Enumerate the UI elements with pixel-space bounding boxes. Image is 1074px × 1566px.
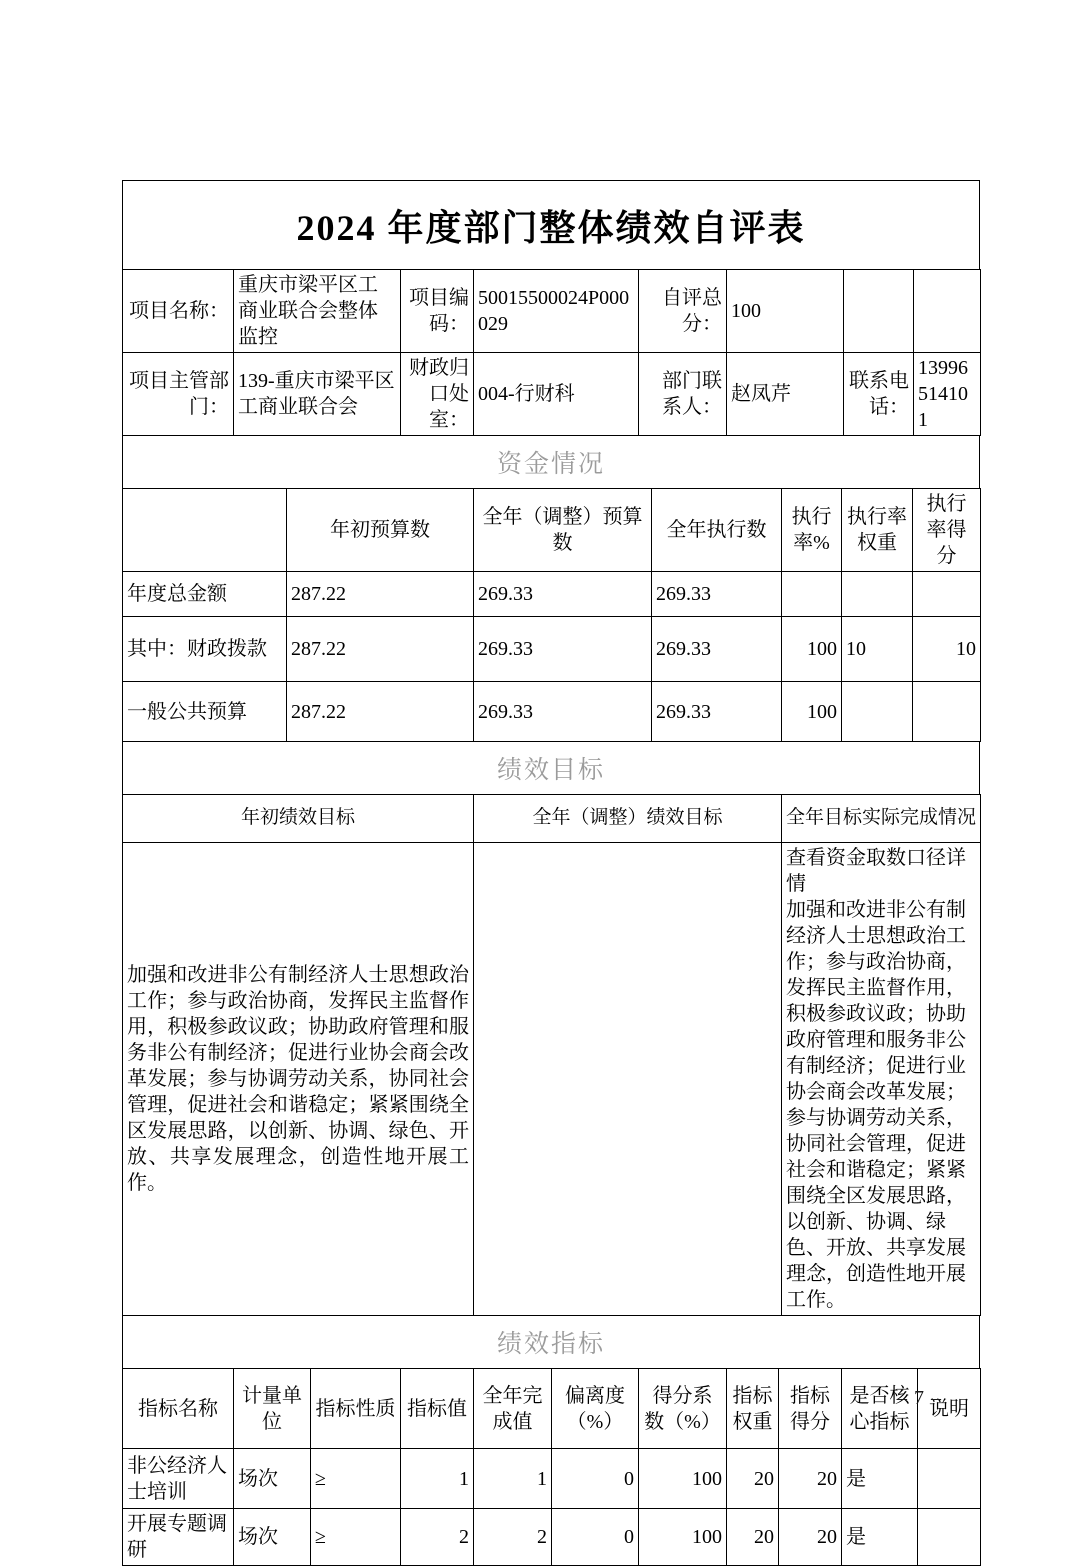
info-row-1 — [123, 270, 981, 353]
info-empty-cell-1 — [844, 270, 914, 353]
finance-office-value: 004-行财科 — [474, 353, 639, 436]
indicators-table — [122, 1368, 981, 1566]
section-title-funding: 资金情况 — [122, 435, 980, 489]
supervising-dept-label: 项目主管部门： — [123, 353, 234, 436]
indicator-target: 2 — [401, 1509, 474, 1566]
ind-col-weight: 指标权重 — [727, 1369, 779, 1449]
adjusted-budget-value: 269.33 — [474, 617, 652, 682]
goals-col-adjusted: 全年（调整）绩效目标 — [474, 795, 782, 843]
funding-table — [122, 488, 981, 742]
funding-row-public-budget — [123, 682, 981, 742]
self-score-value: 100 — [727, 270, 844, 353]
ind-col-nature: 指标性质 — [311, 1369, 401, 1449]
indicators-header-row — [123, 1369, 981, 1449]
indicator-row-training — [123, 1449, 981, 1509]
funding-row-total — [123, 572, 981, 617]
indicator-score-coef: 100 — [639, 1509, 727, 1566]
contact-person-label: 部门联系人： — [639, 353, 727, 436]
funding-col-rate-score: 执行率得分 — [913, 489, 981, 572]
adjusted-budget-value: 269.33 — [474, 682, 652, 742]
ind-col-name: 指标名称 — [123, 1369, 234, 1449]
goals-body-row — [123, 843, 981, 1316]
exec-rate-value: 100 — [782, 682, 842, 742]
funding-col-exec-rate: 执行率% — [782, 489, 842, 572]
ind-col-target: 指标值 — [401, 1369, 474, 1449]
contact-phone-value: 13996514101 — [914, 353, 981, 436]
initial-budget-value: 287.22 — [287, 682, 474, 742]
ind-col-score-coef: 得分系数（%） — [639, 1369, 727, 1449]
indicator-completed: 1 — [474, 1449, 552, 1509]
ind-col-score: 指标得分 — [779, 1369, 842, 1449]
indicator-deviation: 0 — [552, 1449, 639, 1509]
indicator-note — [918, 1509, 981, 1566]
indicator-row-research — [123, 1509, 981, 1566]
executed-value: 269.33 — [652, 682, 782, 742]
project-info-table — [122, 269, 981, 436]
actual-completion-cell — [782, 843, 981, 1316]
rate-weight-value: 10 — [842, 617, 913, 682]
indicator-unit: 场次 — [234, 1509, 311, 1566]
indicator-note — [918, 1449, 981, 1509]
indicator-completed: 2 — [474, 1509, 552, 1566]
indicator-name: 非公经济人士培训 — [123, 1449, 234, 1509]
project-code-label: 项目编码： — [401, 270, 474, 353]
adjusted-budget-value: 269.33 — [474, 572, 652, 617]
indicator-target: 1 — [401, 1449, 474, 1509]
ind-col-note: 说明 — [918, 1369, 981, 1449]
indicator-score: 20 — [779, 1509, 842, 1566]
exec-rate-value — [782, 572, 842, 617]
indicator-nature: ≥ — [311, 1449, 401, 1509]
goals-col-actual: 全年目标实际完成情况 — [782, 795, 981, 843]
section-title-goals: 绩效目标 — [122, 741, 980, 795]
funding-col-adjusted-budget: 全年（调整）预算数 — [474, 489, 652, 572]
supervising-dept-value: 139-重庆市梁平区工商业联合会 — [234, 353, 401, 436]
contact-person-value: 赵凤芹 — [727, 353, 844, 436]
goals-col-initial: 年初绩效目标 — [123, 795, 474, 843]
exec-rate-value: 100 — [782, 617, 842, 682]
initial-budget-value: 287.22 — [287, 572, 474, 617]
ind-col-core: 是否核心指标 — [842, 1369, 918, 1449]
indicator-name: 开展专题调研 — [123, 1509, 234, 1566]
executed-value: 269.33 — [652, 617, 782, 682]
indicator-weight: 20 — [727, 1449, 779, 1509]
indicator-score: 20 — [779, 1449, 842, 1509]
rate-weight-value — [842, 572, 913, 617]
funding-col-initial-budget: 年初预算数 — [287, 489, 474, 572]
page-number: – 7 – — [897, 1387, 942, 1409]
funding-col-rate-weight: 执行率权重 — [842, 489, 913, 572]
project-code-value: 50015500024P000029 — [474, 270, 639, 353]
ind-col-deviation: 偏离度（%） — [552, 1369, 639, 1449]
indicator-nature: ≥ — [311, 1509, 401, 1566]
funding-col-executed: 全年执行数 — [652, 489, 782, 572]
self-score-label: 自评总分： — [639, 270, 727, 353]
funding-caliber-detail-text: 查看资金取数口径详情 — [786, 847, 966, 895]
funding-row-label: 其中：财政拨款 — [123, 617, 287, 682]
initial-goal-cell: 加强和改进非公有制经济人士思想政治工作；参与政治协商，发挥民主监督作用，积极参政议政；协助政府管理和服务非公有制经济；促进行业协会商会改革发展；参与协调劳动关系，协同社会管理，促进社会和谐稳定；紧紧围绕全区发展思路，以创新、协调、绿色、开放、共享发展理念，创造性地开展工作。 — [123, 843, 474, 1316]
finance-office-label: 财政归口处室： — [401, 353, 474, 436]
indicator-score-coef: 100 — [639, 1449, 727, 1509]
initial-budget-value: 287.22 — [287, 617, 474, 682]
funding-row-label: 年度总金额 — [123, 572, 287, 617]
section-title-indicators: 绩效指标 — [122, 1315, 980, 1369]
rate-score-value — [913, 682, 981, 742]
info-empty-cell-2 — [914, 270, 981, 353]
indicator-deviation: 0 — [552, 1509, 639, 1566]
project-name-label: 项目名称： — [123, 270, 234, 353]
document-title: 2024 年度部门整体绩效自评表 — [122, 180, 980, 270]
goals-table — [122, 794, 981, 1316]
funding-corner-cell — [123, 489, 287, 572]
indicator-core-flag: 是 — [842, 1509, 918, 1566]
adjusted-goal-cell — [474, 843, 782, 1316]
funding-header-row — [123, 489, 981, 572]
self-evaluation-form — [122, 180, 980, 1566]
ind-col-unit: 计量单位 — [234, 1369, 311, 1449]
rate-weight-value — [842, 682, 913, 742]
ind-col-completed: 全年完成值 — [474, 1369, 552, 1449]
project-name-value: 重庆市梁平区工商业联合会整体监控 — [234, 270, 401, 353]
executed-value: 269.33 — [652, 572, 782, 617]
rate-score-value — [913, 572, 981, 617]
info-row-2 — [123, 353, 981, 436]
goals-header-row — [123, 795, 981, 843]
indicator-unit: 场次 — [234, 1449, 311, 1509]
contact-phone-label: 联系电话： — [844, 353, 914, 436]
rate-score-value: 10 — [913, 617, 981, 682]
funding-row-fiscal — [123, 617, 981, 682]
indicator-core-flag: 是 — [842, 1449, 918, 1509]
indicator-weight: 20 — [727, 1509, 779, 1566]
actual-completion-text: 加强和改进非公有制经济人士思想政治工作；参与政治协商，发挥民主监督作用，积极参政议政；协助政府管理和服务非公有制经济；促进行业协会商会改革发展；参与协调劳动关系，协同社会管理，促进社会和谐稳定；紧紧围绕全区发展思路，以创新、协调、绿色、开放、共享发展理念，创造性地开展工作。 — [786, 899, 966, 1311]
funding-row-label: 一般公共预算 — [123, 682, 287, 742]
